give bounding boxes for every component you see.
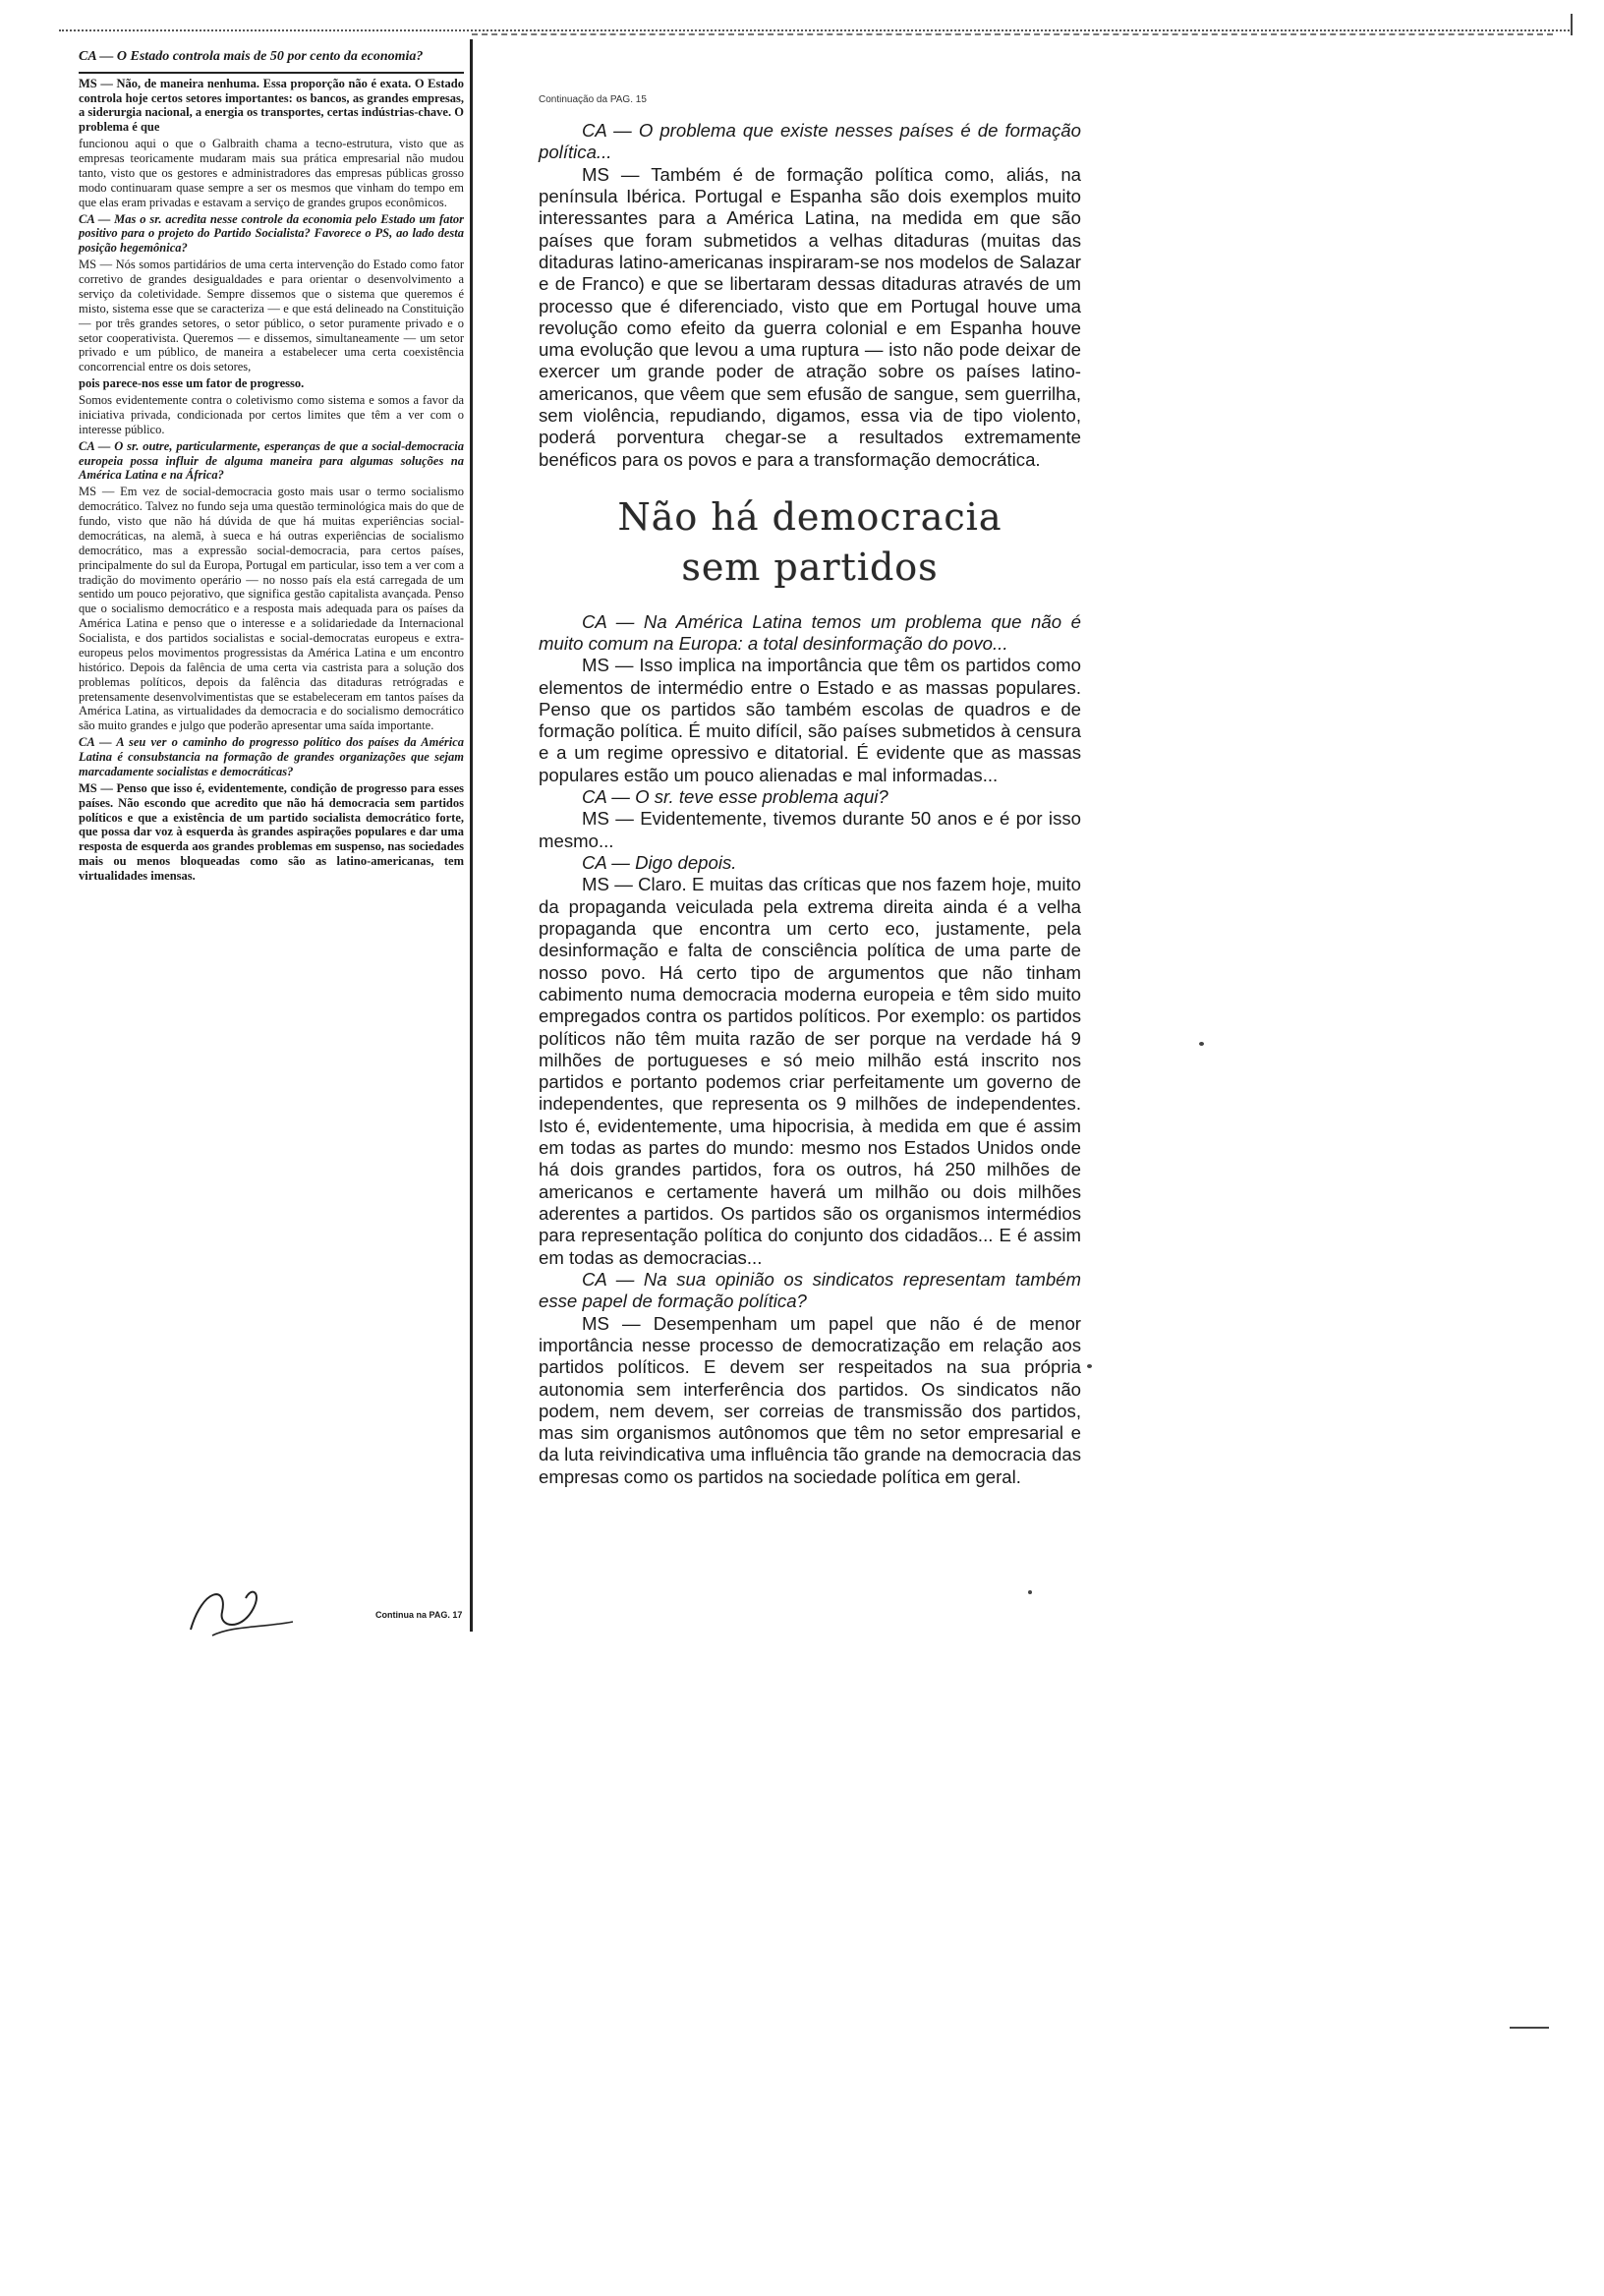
interview-answer: MS — Penso que isso é, evidentemente, condição de progresso para esses países. Não escondo que acredito que não há democracia sem partidos políticos e que a existência de um partido socialista democrático forte, que possa dar voz à esquerda às grandes aspirações populares e dar uma resposta de esquerda aos grandes problemas em suspenso, nas sociedades mais ou menos bloqueadas como são as latino-americanas, tem virtualidades imensas.	[79, 780, 464, 884]
interview-answer: funcionou aqui o que o Galbraith chama a tecno-estrutura, visto que as empresas teoricamente mudaram mais sua prática empresarial não mudou tanto, visto que os gestores e administradores das empresas públicas grosso modo continuaram quase sempre a ser os mesmos que vinham do tempo em que elas eram privadas e estavam a serviço de grandes grupos econômicos.	[79, 137, 464, 209]
continued-on-page-note: Continua na PAG. 17	[375, 1610, 463, 1620]
right-column-body-bottom	[539, 611, 1081, 1489]
scan-speck	[1199, 1042, 1204, 1046]
scan-speck	[1028, 1590, 1032, 1594]
clipping-edge	[470, 39, 473, 1632]
interview-answer: Somos evidentemente contra o coletivismo como sistema e somos a favor da iniciativa privada, condicionada por certos limites que têm a ver com o interesse público.	[79, 393, 464, 436]
interviewer-question: CA — O sr. teve esse problema aqui?	[582, 786, 888, 808]
scan-noise-line	[59, 29, 1573, 31]
right-column-body-top	[539, 120, 1081, 471]
section-title-line-2: sem partidos	[681, 545, 939, 590]
interviewer-question: CA — Digo depois.	[582, 852, 737, 874]
scan-speck	[1510, 2027, 1549, 2029]
section-title-line-1: Não há democracia	[617, 495, 1002, 539]
spacer	[539, 90, 1081, 120]
interviewer-question: CA — Na América Latina temos um problema que não é muito comum na Europa: a total desinformação do povo...	[539, 610, 1081, 654]
interviewer-question: CA — O sr. outre, particularmente, esperanças de que a social-democracia europeia possa influir de alguma maneira para algumas soluções na América Latina e na África?	[79, 438, 464, 483]
interviewer-question: CA — O problema que existe nesses países é de formação política...	[539, 120, 1081, 163]
scan-speck	[1087, 1364, 1092, 1368]
left-column-heading: CA — O Estado controla mais de 50 por cento da economia?	[79, 49, 424, 64]
interviewer-question: CA — Na sua opinião os sindicatos representam também esse papel de formação política?	[539, 1268, 1081, 1312]
scan-noise-line	[472, 33, 1553, 35]
handwritten-mark-icon	[183, 1578, 301, 1637]
interview-answer: MS — Não, de maneira nenhuma. Essa proporção não é exata. O Estado controla hoje certos setores importantes: os bancos, as grandes empresas, a siderurgia nacional, a energia os transportes, certas indústrias-chave. O problema é que	[79, 76, 464, 135]
left-column-body	[79, 77, 464, 884]
interview-answer: pois parece-nos esse um fator de progresso.	[79, 376, 305, 391]
left-column	[79, 49, 464, 886]
right-column	[539, 90, 1081, 1488]
interview-answer: MS — Nós somos partidários de uma certa intervenção do Estado como fator corretivo de grandes desigualdades e para orientar o desenvolvimento a serviço da coletividade. Sempre dissemos que o sistema que queremos é misto, sistema esse que se caracteriza — e que está delineado na Constituição — por três grandes setores, o setor público, o setor puramente privado e o setor cooperativista. Queremos — e dissemos, simultaneamente — um setor privado e um público, de maneira a estabelecer uma certa coexistência concorrencial entre os dois setores,	[79, 258, 464, 374]
interviewer-question: CA — Mas o sr. acredita nesse controle da economia pelo Estado um fator positivo para o projeto do Partido Socialista? Favorece o PS, ao lado desta posição hegemônica?	[79, 211, 464, 256]
interview-answer: MS — Claro. E muitas das críticas que nos fazem hoje, muito da propaganda veiculada pela extrema direita ainda é a velha propaganda que encontra um certo eco, justamente, pela desinformação e falta de consciência política de uma parte de nosso povo. Há certo tipo de argumentos que não tinham cabimento numa democracia moderna europeia e têm sido muito empregados contra os partidos políticos. Por exemplo: os partidos políticos não têm muita razão de ser porque na verdade há 9 milhões de portugueses e só meio milhão está inscrito nos partidos e portanto podemos criar perfeitamente um governo de independentes, que representa os 9 milhões de independentes. Isto é, evidentemente, uma hipocrisia, à medida em que é assim em todas as partes do mundo: mesmo nos Estados Unidos onde há dois grandes partidos, fora os outros, há 250 milhões de americanos e certamente haverá um milhão ou dois milhões aderentes a partidos. Os partidos são os organismos intermédios para representação política do conjunto dos cidadãos... E é assim em todas as democracias...	[539, 874, 1081, 1268]
scan-edge-mark	[1571, 14, 1580, 35]
interview-answer: MS — Desempenham um papel que não é de menor importância nesse processo de democratização em relação aos partidos políticos. E devem ser respeitados na sua própria autonomia sem interferência dos partidos. Os sindicatos não podem, nem devem, ser correias de transmissão dos partidos, mas sim organismos autônomos que têm no setor empresarial e da luta reivindicativa uma influência tão grande na democracia das empresas como os partidos na sociedade política em geral.	[539, 1312, 1081, 1487]
interview-answer: MS — Isso implica na importância que têm os partidos como elementos de intermédio entre o Estado e as massas populares. Penso que os partidos são também escolas de quadros e de formação política. É muito difícil, são países submetidos à censura e a um regime opressivo e ditatorial. É evidente que as massas populares estão um pouco alienadas e mal informadas...	[539, 655, 1081, 785]
interview-answer: MS — Também é de formação política como, aliás, na península Ibérica. Portugal e Espanha são dois exemplos muito interessantes para a América Latina, na medida em que são países que foram submetidos a velhas ditaduras (muitas das ditaduras latino-americanas inspiraram-se nos modelos de Salazar e de Franco) e que se libertaram dessas ditaduras através de um processo que é diferenciado, visto que em Portugal houve uma revolução como efeito da guerra colonial e em Espanha houve uma evolução que levou a uma ruptura — isto não pode deixar de exercer um grande poder de atração sobre os países latino-americanos, que vêem que sem efusão de sangue, sem guerrilha, sem violência, repudiando, digamos, essa via de tipo violento, poderá porventura chegar-se a resultados extremamente benéficos para os povos e para a transformação democrática.	[539, 163, 1081, 470]
interview-answer: MS — Evidentemente, tivemos durante 50 anos e é por isso mesmo...	[539, 808, 1081, 851]
heading-rule	[79, 72, 464, 74]
continued-from-note: Continuação da PAG. 15	[539, 94, 647, 105]
interviewer-question: CA — A seu ver o caminho do progresso político dos países da América Latina é consubstancia na formação de grandes organizações que sejam marcadamente socialistas e democráticas?	[79, 735, 464, 778]
section-title	[539, 492, 1081, 594]
interview-answer: MS — Em vez de social-democracia gosto mais usar o termo socialismo democrático. Talvez no fundo seja uma questão terminológica mais do que de fundo, visto que não há dúvida de que há muitas experiências social-democráticas, na alemã, à sueca e há outras experiências de socialismo democrático, mas a expressão social-democracia, para certos países, principalmente do sul da Europa, Portugal em particular, isso tem a ver com a tradição do movimento operário — no nosso país ela está carregada de um sentido um pouco pejorativo, que significa gestão capitalista avançada. Penso que o socialismo democrático e a resposta mais adequada para os países da América Latina e penso que o interesse e a solidariedade da Internacional Socialista, e dos partidos socialistas e social-democratas europeus e extra-europeus pelos movimentos progressistas da América Latina e um encontro histórico. Depois da falência de uma certa via castrista para a solução dos problemas políticos, depois da falência das ditaduras retrógradas e pretensamente desenvolvimentistas que se estabeleceram em tantos países da América Latina, as virtualidades da democracia e do socialismo democrático são muito grandes e julgo que poderão apresentar uma saída importante.	[79, 485, 464, 733]
